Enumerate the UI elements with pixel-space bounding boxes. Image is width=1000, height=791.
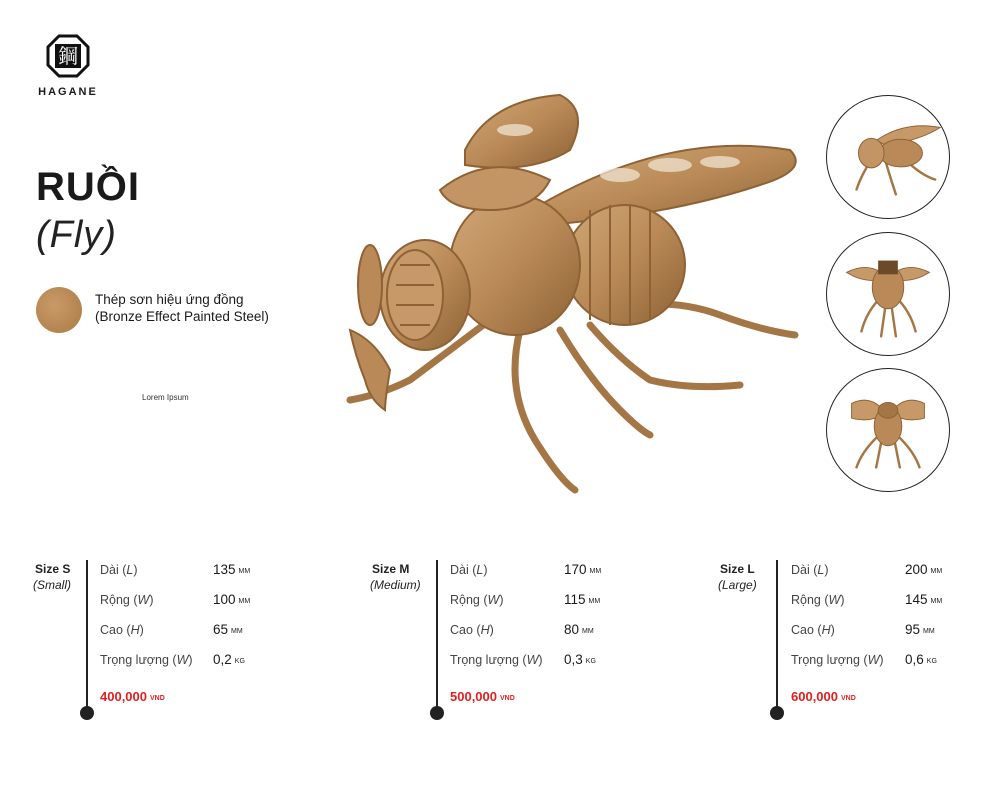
spec-divider bbox=[436, 560, 438, 710]
product-subtitle: (Fly) bbox=[36, 214, 117, 256]
logo-glyph: 鋼 bbox=[58, 44, 78, 68]
size-name: Size L bbox=[720, 562, 755, 576]
material-name-vi: Thép sơn hiệu ứng đồng bbox=[95, 292, 244, 307]
hagane-octagon-icon bbox=[46, 34, 90, 78]
thumbnail-side-view[interactable] bbox=[826, 95, 950, 219]
size-sub: (Medium) bbox=[370, 578, 421, 592]
brand-name: HAGANE bbox=[38, 86, 98, 98]
note-text: Lorem Ipsum bbox=[142, 393, 189, 402]
size-name: Size M bbox=[372, 562, 410, 576]
size-sub: (Small) bbox=[33, 578, 71, 592]
size-spec-large: Size L (Large) Dài (L) 200 MM Rộng (W) 145 MM Cao (H) 95 MM Trọng lượng (W) 0,6 KG 600,000 VND bbox=[720, 560, 1000, 730]
thumbnail-front-view[interactable] bbox=[826, 232, 950, 356]
spec-divider bbox=[776, 560, 778, 710]
thumbnail-top-view[interactable] bbox=[826, 368, 950, 492]
size-name: Size S bbox=[35, 562, 71, 576]
size-spec-medium: Size M (Medium) Dài (L) 170 MM Rộng (W) 115 MM Cao (H) 80 MM Trọng lượng (W) 0,3 KG 500,000 VND bbox=[372, 560, 672, 730]
material-name-en: (Bronze Effect Painted Steel) bbox=[95, 309, 269, 324]
spec-dot bbox=[770, 706, 784, 720]
spec-divider bbox=[86, 560, 88, 710]
price-text: 500,000 VND bbox=[450, 689, 515, 704]
spec-dot bbox=[80, 706, 94, 720]
size-sub: (Large) bbox=[718, 578, 757, 592]
price-text: 400,000 VND bbox=[100, 689, 165, 704]
material-swatch bbox=[36, 287, 82, 333]
spec-dot bbox=[430, 706, 444, 720]
fly-side-thumbnail-icon bbox=[827, 96, 949, 218]
fly-front-thumbnail-icon bbox=[827, 233, 949, 355]
price-text: 600,000 VND bbox=[791, 689, 856, 704]
fly-top-thumbnail-icon bbox=[827, 369, 949, 491]
product-title: RUỒI bbox=[36, 165, 140, 209]
fly-product-image bbox=[290, 90, 815, 505]
brand-logo bbox=[38, 34, 98, 98]
size-spec-small: Size S (Small) Dài (L) 135 MM Rộng (W) 100 MM Cao (H) 65 MM Trọng lượng (W) 0,2 KG 400,000 VND bbox=[35, 560, 335, 730]
